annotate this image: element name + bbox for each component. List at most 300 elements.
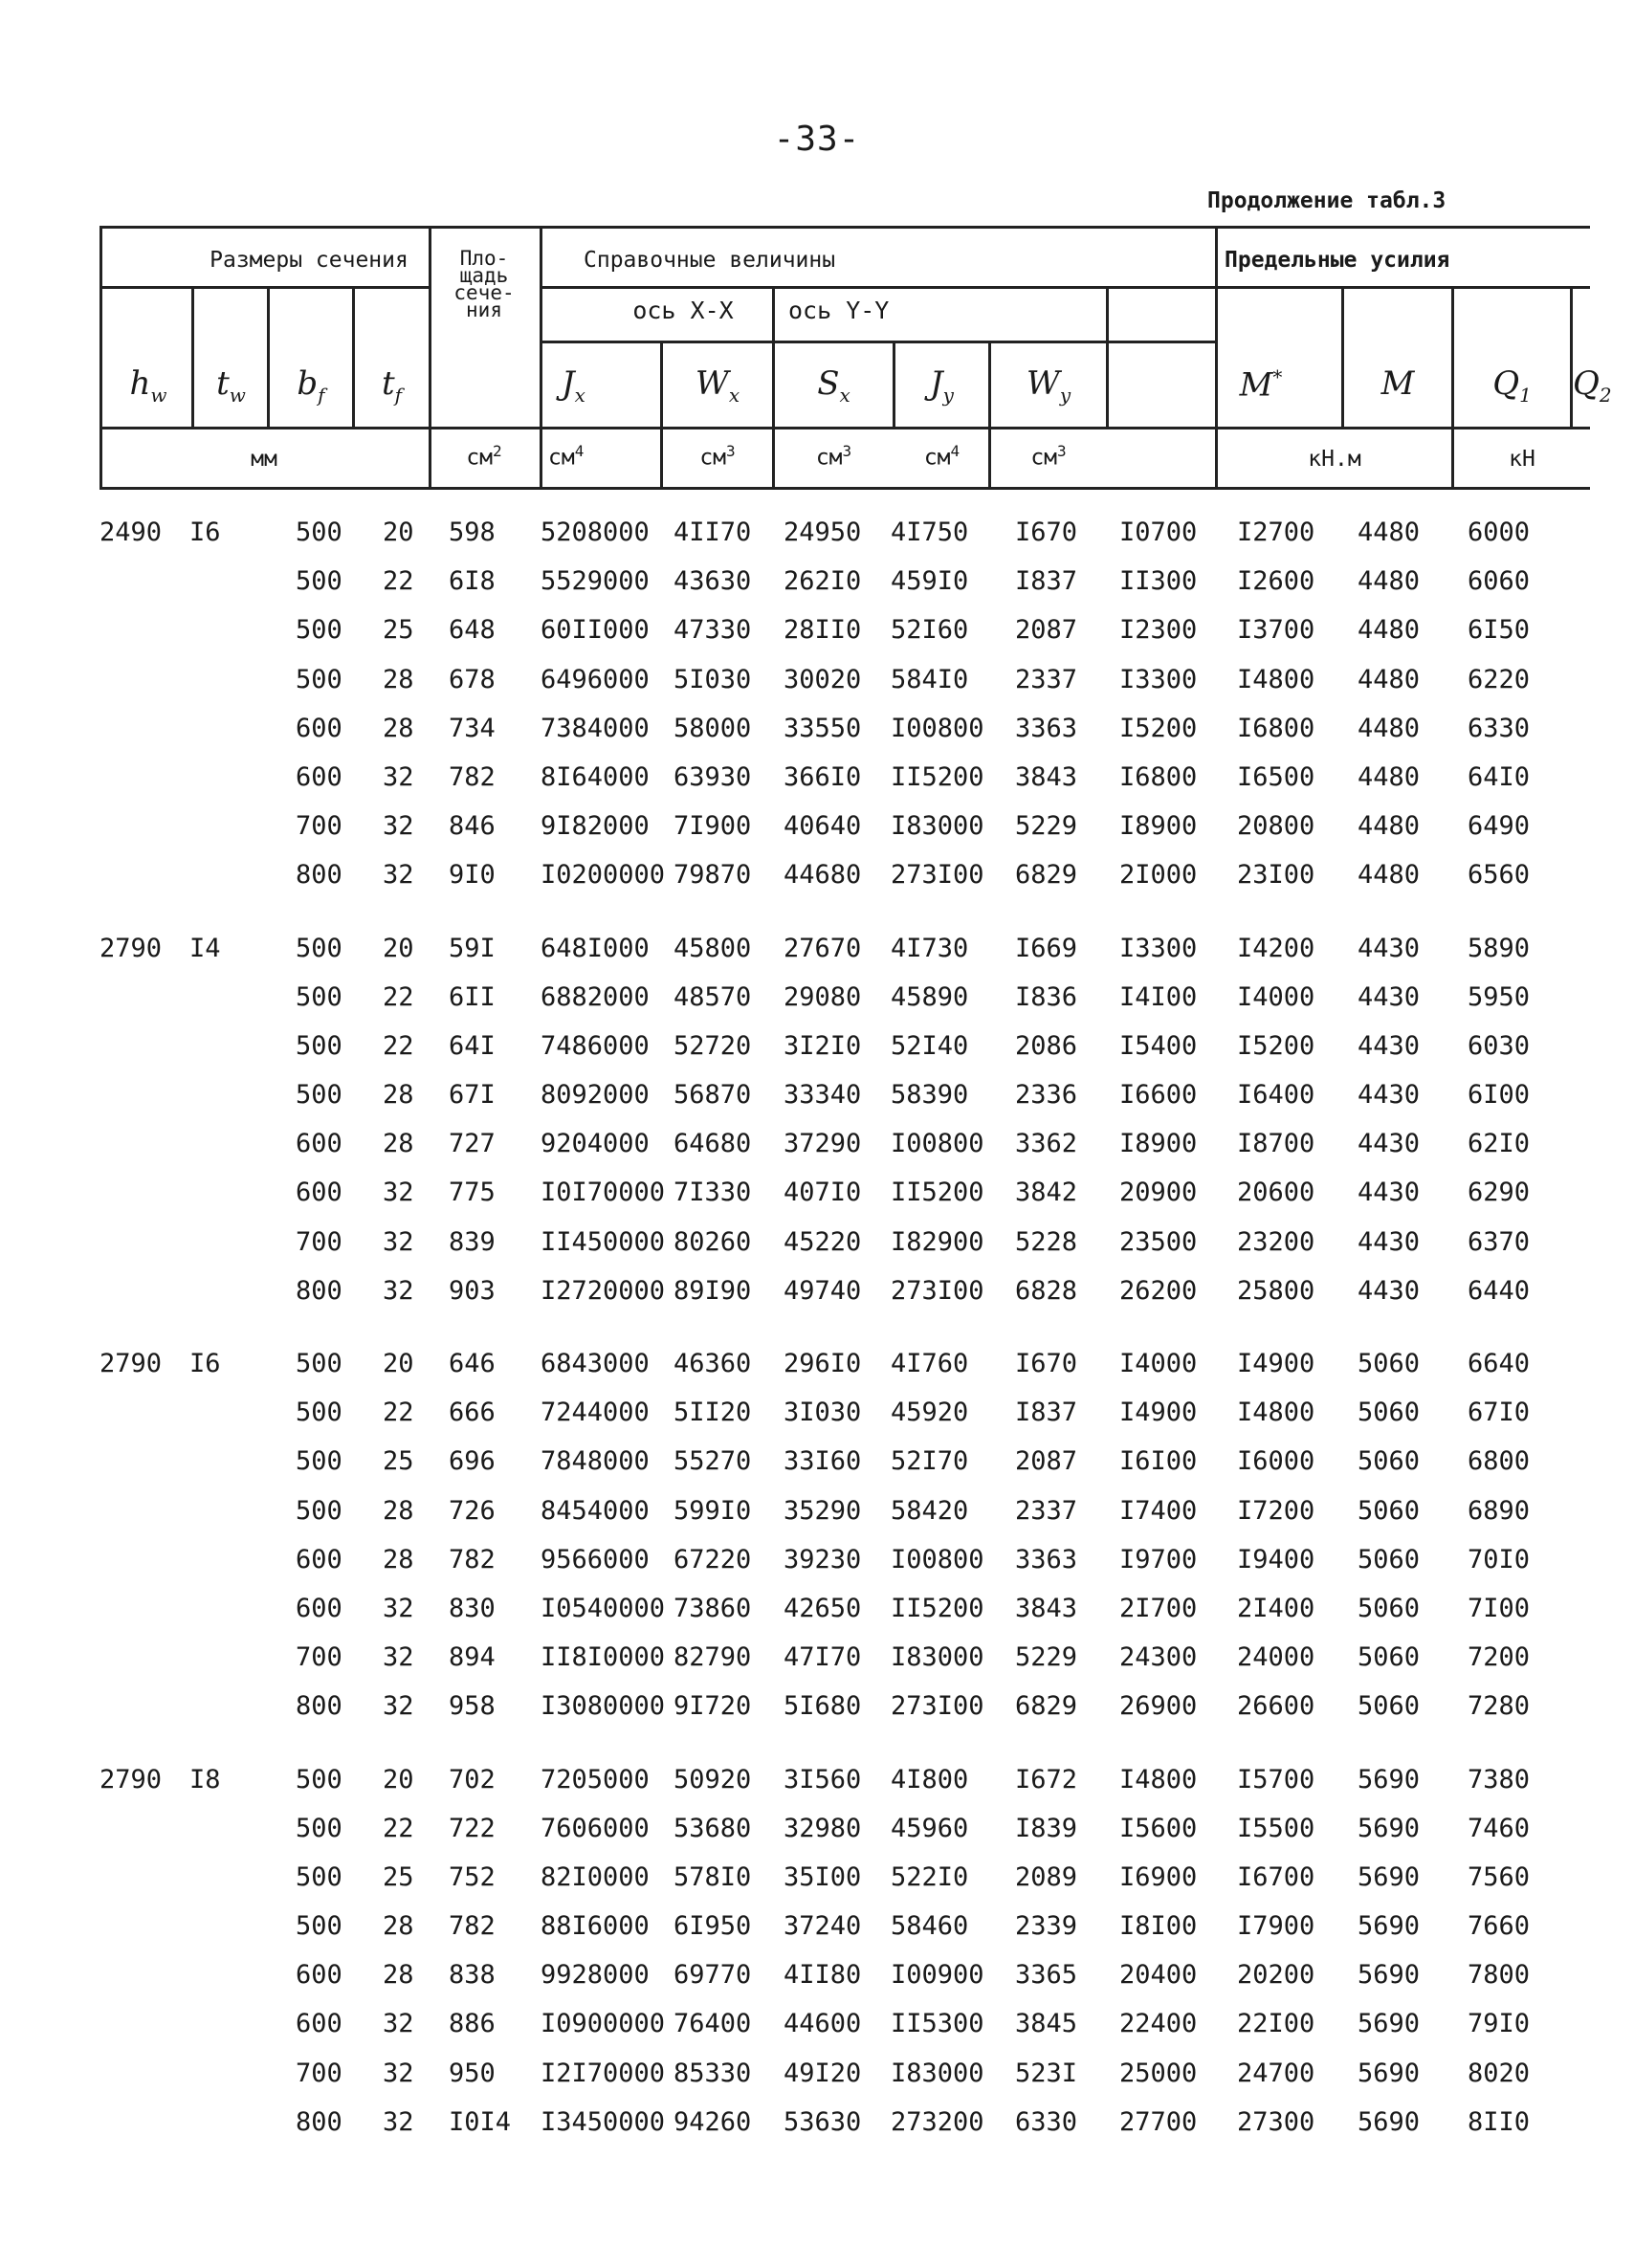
cell-value: 700: [296, 1642, 342, 1673]
cell-hw: 2790: [99, 1349, 163, 1378]
cell-value: 37290: [784, 1129, 862, 1159]
cell-value: I8700: [1237, 1129, 1315, 1159]
cell-value: 2086: [1015, 1030, 1078, 1061]
cell-value: 262I0: [784, 566, 862, 597]
cell-value: 55270: [673, 1446, 752, 1477]
cell-value: 838: [449, 1960, 496, 1991]
unit-cm3-sx: $см^3$: [815, 442, 852, 471]
table-row: [99, 1218, 1590, 1266]
cell-value: I6500: [1237, 761, 1315, 792]
cell-value: 666: [449, 1398, 496, 1428]
cell-value: 500: [296, 1030, 342, 1061]
cell-value: 32980: [784, 1813, 862, 1843]
table-row: [99, 924, 1590, 973]
cell-value: 2089: [1015, 1861, 1078, 1892]
cell-value: 28: [383, 1080, 414, 1111]
cell-value: 727: [449, 1129, 496, 1159]
cell-value: 52I60: [891, 615, 969, 646]
unit-cm2: $см^2$: [466, 442, 502, 471]
cell-value: 722: [449, 1813, 496, 1843]
cell-value: I0200000: [541, 860, 666, 891]
symbol-hw: $h_w$: [129, 364, 167, 407]
cell-value: 32: [383, 811, 414, 842]
cell-value: 32: [383, 860, 414, 891]
cell-value: 47I70: [784, 1642, 862, 1673]
cell-value: 3I2I0: [784, 1030, 862, 1061]
symbol-m: M: [1380, 364, 1415, 403]
symbol-bf: $b_f$: [297, 364, 325, 407]
cell-value: 6490: [1468, 811, 1531, 842]
cell-value: 6290: [1468, 1178, 1531, 1208]
cell-value: 800: [296, 860, 342, 891]
cell-value: 598: [449, 517, 496, 547]
cell-value: 3842: [1015, 1178, 1078, 1208]
cell-value: 25000: [1119, 2058, 1198, 2088]
symbol-tw: $t_w$: [216, 364, 246, 407]
cell-value: 4430: [1358, 1129, 1421, 1159]
cell-value: 648: [449, 615, 496, 646]
cell-value: 6I00: [1468, 1080, 1531, 1111]
cell-value: 5690: [1358, 2009, 1421, 2039]
cell-value: I6700: [1237, 1861, 1315, 1892]
rule-v14: [1570, 286, 1573, 427]
cell-value: I4800: [1237, 664, 1315, 694]
cell-value: 47330: [673, 615, 752, 646]
cell-value: 296I0: [784, 1349, 862, 1378]
cell-value: 407I0: [784, 1178, 862, 1208]
table-row: [99, 655, 1590, 704]
cell-value: 8I64000: [541, 761, 650, 792]
table-row: [99, 1902, 1590, 1950]
cell-value: 4480: [1358, 615, 1421, 646]
table-row: [99, 1950, 1590, 1999]
cell-value: I4900: [1237, 1349, 1315, 1378]
cell-value: 35290: [784, 1495, 862, 1526]
page-number: -33-: [773, 120, 861, 159]
cell-value: I839: [1015, 1813, 1078, 1843]
cell-value: I6I00: [1119, 1446, 1198, 1477]
cell-value: 7848000: [541, 1446, 650, 1477]
unit-kn: кН: [1509, 447, 1535, 472]
row-group: [99, 1755, 1590, 2147]
cell-value: I4000: [1119, 1349, 1198, 1378]
cell-value: 273I00: [891, 860, 984, 891]
cell-value: 3I030: [784, 1398, 862, 1428]
cell-value: 5690: [1358, 2058, 1421, 2088]
cell-value: 6890: [1468, 1495, 1531, 1526]
unit-cm4-y: $см^4$: [923, 442, 961, 471]
cell-value: 50920: [673, 1764, 752, 1795]
cell-value: 4430: [1358, 1226, 1421, 1257]
cell-value: 44680: [784, 860, 862, 891]
cell-value: I4800: [1237, 1398, 1315, 1428]
cell-value: 5060: [1358, 1642, 1421, 1673]
cell-value: I7400: [1119, 1495, 1198, 1526]
cell-value: 6II: [449, 981, 496, 1012]
cell-value: 43630: [673, 566, 752, 597]
cell-value: 25: [383, 615, 414, 646]
cell-value: 6220: [1468, 664, 1531, 694]
cell-value: 7460: [1468, 1813, 1531, 1843]
cell-value: 28: [383, 1960, 414, 1991]
cell-value: 4480: [1358, 664, 1421, 694]
cell-value: 67I: [449, 1080, 496, 1111]
cell-value: 3363: [1015, 1544, 1078, 1574]
cell-value: 20: [383, 1349, 414, 1378]
cell-value: 9566000: [541, 1544, 650, 1574]
cell-value: 20600: [1237, 1178, 1315, 1208]
cell-value: 700: [296, 2058, 342, 2088]
cell-value: 20400: [1119, 1960, 1198, 1991]
cell-value: 45890: [891, 981, 969, 1012]
cell-value: I5600: [1119, 1813, 1198, 1843]
cell-value: 67I0: [1468, 1398, 1531, 1428]
cell-value: I9400: [1237, 1544, 1315, 1574]
cell-value: 58000: [673, 713, 752, 743]
table-header: [99, 226, 1612, 490]
cell-value: II5200: [891, 1593, 984, 1623]
cell-value: 8020: [1468, 2058, 1531, 2088]
cell-value: 64680: [673, 1129, 752, 1159]
cell-value: 28: [383, 1129, 414, 1159]
cell-value: 800: [296, 2106, 342, 2137]
cell-value: 70I0: [1468, 1544, 1531, 1574]
cell-value: 584I0: [891, 664, 969, 694]
cell-value: 600: [296, 1593, 342, 1623]
cell-value: 26200: [1119, 1275, 1198, 1306]
cell-value: I3080000: [541, 1691, 666, 1722]
cell-value: 800: [296, 1275, 342, 1306]
cell-value: 9I0: [449, 860, 496, 891]
cell-value: 20: [383, 517, 414, 547]
cell-value: 29080: [784, 981, 862, 1012]
rule-symbols: [99, 427, 1590, 429]
symbol-sx: $S_x$: [817, 364, 850, 407]
cell-value: 28: [383, 664, 414, 694]
cell-value: 32: [383, 2106, 414, 2137]
table-row: [99, 973, 1590, 1022]
cell-value: 646: [449, 1349, 496, 1378]
cell-value: 366I0: [784, 761, 862, 792]
cell-value: 678: [449, 664, 496, 694]
cell-value: I83000: [891, 1642, 984, 1673]
cell-value: I3700: [1237, 615, 1315, 646]
cell-value: I5500: [1237, 1813, 1315, 1843]
table-row: [99, 1266, 1590, 1315]
cell-value: 894: [449, 1642, 496, 1673]
cell-value: 600: [296, 761, 342, 792]
cell-value: 839: [449, 1226, 496, 1257]
cell-value: 24000: [1237, 1642, 1315, 1673]
cell-value: II5200: [891, 1178, 984, 1208]
cell-value: 273200: [891, 2106, 984, 2137]
table-row: [99, 1633, 1590, 1682]
cell-value: 500: [296, 1861, 342, 1892]
cell-value: I4800: [1119, 1764, 1198, 1795]
table-row: [99, 1804, 1590, 1853]
cell-value: 950: [449, 2058, 496, 2088]
cell-value: I7900: [1237, 1911, 1315, 1942]
table-row: [99, 1119, 1590, 1168]
cell-value: 24950: [784, 517, 862, 547]
cell-value: 5228: [1015, 1226, 1078, 1257]
symbol-m-star: M*: [1239, 365, 1283, 405]
cell-hw: 2790: [99, 933, 163, 963]
cell-value: 9I720: [673, 1691, 752, 1722]
cell-value: 4430: [1358, 1275, 1421, 1306]
cell-value: 2I700: [1119, 1593, 1198, 1623]
cell-value: 3843: [1015, 1593, 1078, 1623]
cell-value: 600: [296, 2009, 342, 2039]
cell-value: 22: [383, 566, 414, 597]
cell-value: I3300: [1119, 664, 1198, 694]
rule-axes: [540, 341, 1215, 343]
cell-value: 85330: [673, 2058, 752, 2088]
table-row: [99, 1486, 1590, 1535]
cell-value: 64I: [449, 1030, 496, 1061]
cell-value: 6640: [1468, 1349, 1531, 1378]
cell-value: 500: [296, 517, 342, 547]
cell-value: 903: [449, 1275, 496, 1306]
row-group: [99, 1339, 1590, 1731]
cell-hw: 2790: [99, 1764, 163, 1795]
cell-value: I4000: [1237, 981, 1315, 1012]
cell-value: I2I70000: [541, 2058, 666, 2088]
cell-value: 82I0000: [541, 1861, 650, 1892]
table-row: [99, 1755, 1590, 1804]
cell-value: 6828: [1015, 1275, 1078, 1306]
cell-value: 5060: [1358, 1495, 1421, 1526]
cell-value: 23500: [1119, 1226, 1198, 1257]
cell-value: 500: [296, 566, 342, 597]
cell-value: 49740: [784, 1275, 862, 1306]
cell-value: 726: [449, 1495, 496, 1526]
cell-value: 500: [296, 1349, 342, 1378]
cell-value: 4480: [1358, 713, 1421, 743]
cell-value: I5700: [1237, 1764, 1315, 1795]
cell-value: 2087: [1015, 1446, 1078, 1477]
cell-value: 53630: [784, 2106, 862, 2137]
cell-value: 500: [296, 1446, 342, 1477]
cell-value: 273I00: [891, 1275, 984, 1306]
row-group: [99, 924, 1590, 1316]
cell-tw: I6: [189, 517, 221, 547]
cell-value: 3365: [1015, 1960, 1078, 1991]
symbol-jy: $J_y$: [930, 364, 954, 407]
cell-value: 4430: [1358, 933, 1421, 963]
cell-value: I00900: [891, 1960, 984, 1991]
table-continuation-label: Продолжение табл.3: [1207, 188, 1446, 213]
cell-value: 4II70: [673, 517, 752, 547]
cell-value: 2339: [1015, 1911, 1078, 1942]
cell-value: 7205000: [541, 1764, 650, 1795]
cell-value: 3I560: [784, 1764, 862, 1795]
cell-value: I3450000: [541, 2106, 666, 2137]
cell-value: 4480: [1358, 566, 1421, 597]
cell-value: I82900: [891, 1226, 984, 1257]
cell-value: 500: [296, 1764, 342, 1795]
cell-value: 25800: [1237, 1275, 1315, 1306]
cell-value: 9I82000: [541, 811, 650, 842]
cell-value: 5229: [1015, 811, 1078, 842]
rule-v1: [191, 286, 194, 427]
cell-value: 886: [449, 2009, 496, 2039]
table-row: [99, 1388, 1590, 1437]
cell-value: 27670: [784, 933, 862, 963]
cell-tw: I8: [189, 1764, 221, 1795]
cell-value: 600: [296, 1129, 342, 1159]
cell-value: 6829: [1015, 860, 1078, 891]
cell-value: 63930: [673, 761, 752, 792]
cell-value: 7I00: [1468, 1593, 1531, 1623]
table-row: [99, 753, 1590, 802]
cell-value: 28: [383, 1911, 414, 1942]
cell-value: 5060: [1358, 1544, 1421, 1574]
cell-value: I4I00: [1119, 981, 1198, 1012]
cell-value: 6560: [1468, 860, 1531, 891]
header-axis-y: ось Y-Y: [788, 297, 890, 324]
cell-value: 20800: [1237, 811, 1315, 842]
cell-value: I672: [1015, 1764, 1078, 1795]
table-row: [99, 850, 1590, 899]
table-body: [99, 508, 1590, 2170]
header-section-sizes: Размеры сечения: [210, 248, 408, 273]
unit-cm4-x: $см^4$: [548, 442, 585, 471]
unit-cm3-wx: $см^3$: [699, 442, 736, 471]
cell-value: 500: [296, 615, 342, 646]
cell-value: 5950: [1468, 981, 1531, 1012]
cell-value: 2087: [1015, 615, 1078, 646]
cell-value: 5208000: [541, 517, 650, 547]
cell-value: 5529000: [541, 566, 650, 597]
cell-value: 80260: [673, 1226, 752, 1257]
cell-value: I00800: [891, 1129, 984, 1159]
cell-value: 32: [383, 1178, 414, 1208]
cell-value: I5200: [1119, 713, 1198, 743]
cell-value: 5060: [1358, 1593, 1421, 1623]
cell-value: 32: [383, 2058, 414, 2088]
cell-value: 6882000: [541, 981, 650, 1012]
rule-v4: [429, 226, 431, 490]
table-row: [99, 802, 1590, 850]
symbol-jx: $J_x$: [562, 364, 585, 407]
cell-value: 6030: [1468, 1030, 1531, 1061]
cell-value: I83000: [891, 2058, 984, 2088]
cell-value: 5I030: [673, 664, 752, 694]
cell-value: 64I0: [1468, 761, 1531, 792]
cell-value: 23I00: [1237, 860, 1315, 891]
cell-value: 6330: [1015, 2106, 1078, 2137]
cell-value: 2I400: [1237, 1593, 1315, 1623]
cell-value: 5690: [1358, 1960, 1421, 1991]
cell-value: 500: [296, 1495, 342, 1526]
cell-value: 52I70: [891, 1446, 969, 1477]
cell-value: I83000: [891, 811, 984, 842]
header-reference: Справочные величины: [584, 248, 836, 273]
cell-value: 4430: [1358, 1178, 1421, 1208]
symbol-wy: $W_y$: [1026, 364, 1071, 407]
cell-value: 35I00: [784, 1861, 862, 1892]
cell-value: 69770: [673, 1960, 752, 1991]
cell-value: 5690: [1358, 1861, 1421, 1892]
cell-value: I8900: [1119, 811, 1198, 842]
cell-value: 46360: [673, 1349, 752, 1378]
cell-value: 273I00: [891, 1691, 984, 1722]
cell-value: II450000: [541, 1226, 666, 1257]
cell-value: 53680: [673, 1813, 752, 1843]
cell-value: I0540000: [541, 1593, 666, 1623]
rule-v10: [1106, 286, 1109, 427]
table-row: [99, 2049, 1590, 2098]
cell-value: 23200: [1237, 1226, 1315, 1257]
cell-value: I5400: [1119, 1030, 1198, 1061]
cell-value: I7200: [1237, 1495, 1315, 1526]
cell-value: 6I8: [449, 566, 496, 597]
cell-value: 28: [383, 713, 414, 743]
cell-value: 42650: [784, 1593, 862, 1623]
cell-value: I6400: [1237, 1080, 1315, 1111]
cell-value: 30020: [784, 664, 862, 694]
cell-value: 775: [449, 1178, 496, 1208]
cell-value: I6800: [1119, 761, 1198, 792]
cell-value: 5060: [1358, 1349, 1421, 1378]
cell-tw: I6: [189, 1349, 221, 1378]
cell-value: I4200: [1237, 933, 1315, 963]
unit-mm: мм: [251, 447, 277, 472]
cell-value: 500: [296, 664, 342, 694]
cell-value: 89I90: [673, 1275, 752, 1306]
cell-value: 696: [449, 1446, 496, 1477]
cell-value: 846: [449, 811, 496, 842]
cell-value: 2I000: [1119, 860, 1198, 891]
cell-value: 62I0: [1468, 1129, 1531, 1159]
cell-value: 6330: [1468, 713, 1531, 743]
row-group: [99, 508, 1590, 900]
cell-value: 48570: [673, 981, 752, 1012]
cell-value: 8454000: [541, 1495, 650, 1526]
rule-top: [99, 226, 1590, 229]
cell-value: 45960: [891, 1813, 969, 1843]
rule-sizes: [99, 286, 429, 289]
cell-value: 7I330: [673, 1178, 752, 1208]
cell-value: I6900: [1119, 1861, 1198, 1892]
cell-value: 22: [383, 1030, 414, 1061]
table-row: [99, 1022, 1590, 1070]
cell-value: 33340: [784, 1080, 862, 1111]
cell-value: 600: [296, 1960, 342, 1991]
cell-value: 752: [449, 1861, 496, 1892]
cell-value: 20200: [1237, 1960, 1315, 1991]
cell-value: 2337: [1015, 664, 1078, 694]
cell-value: 599I0: [673, 1495, 752, 1526]
cell-value: 3362: [1015, 1129, 1078, 1159]
cell-value: 22: [383, 1398, 414, 1428]
table-row: [99, 557, 1590, 606]
cell-value: 6I950: [673, 1911, 752, 1942]
cell-value: 32: [383, 1642, 414, 1673]
symbol-q1: $Q_1$: [1492, 364, 1532, 407]
cell-value: 7560: [1468, 1861, 1531, 1892]
cell-value: 4II80: [784, 1960, 862, 1991]
cell-value: I670: [1015, 517, 1078, 547]
cell-value: I0900000: [541, 2009, 666, 2039]
cell-value: 24700: [1237, 2058, 1315, 2088]
cell-value: 8II0: [1468, 2106, 1531, 2137]
cell-value: II300: [1119, 566, 1198, 597]
cell-value: 500: [296, 1813, 342, 1843]
cell-value: 49I20: [784, 2058, 862, 2088]
cell-value: 4430: [1358, 981, 1421, 1012]
